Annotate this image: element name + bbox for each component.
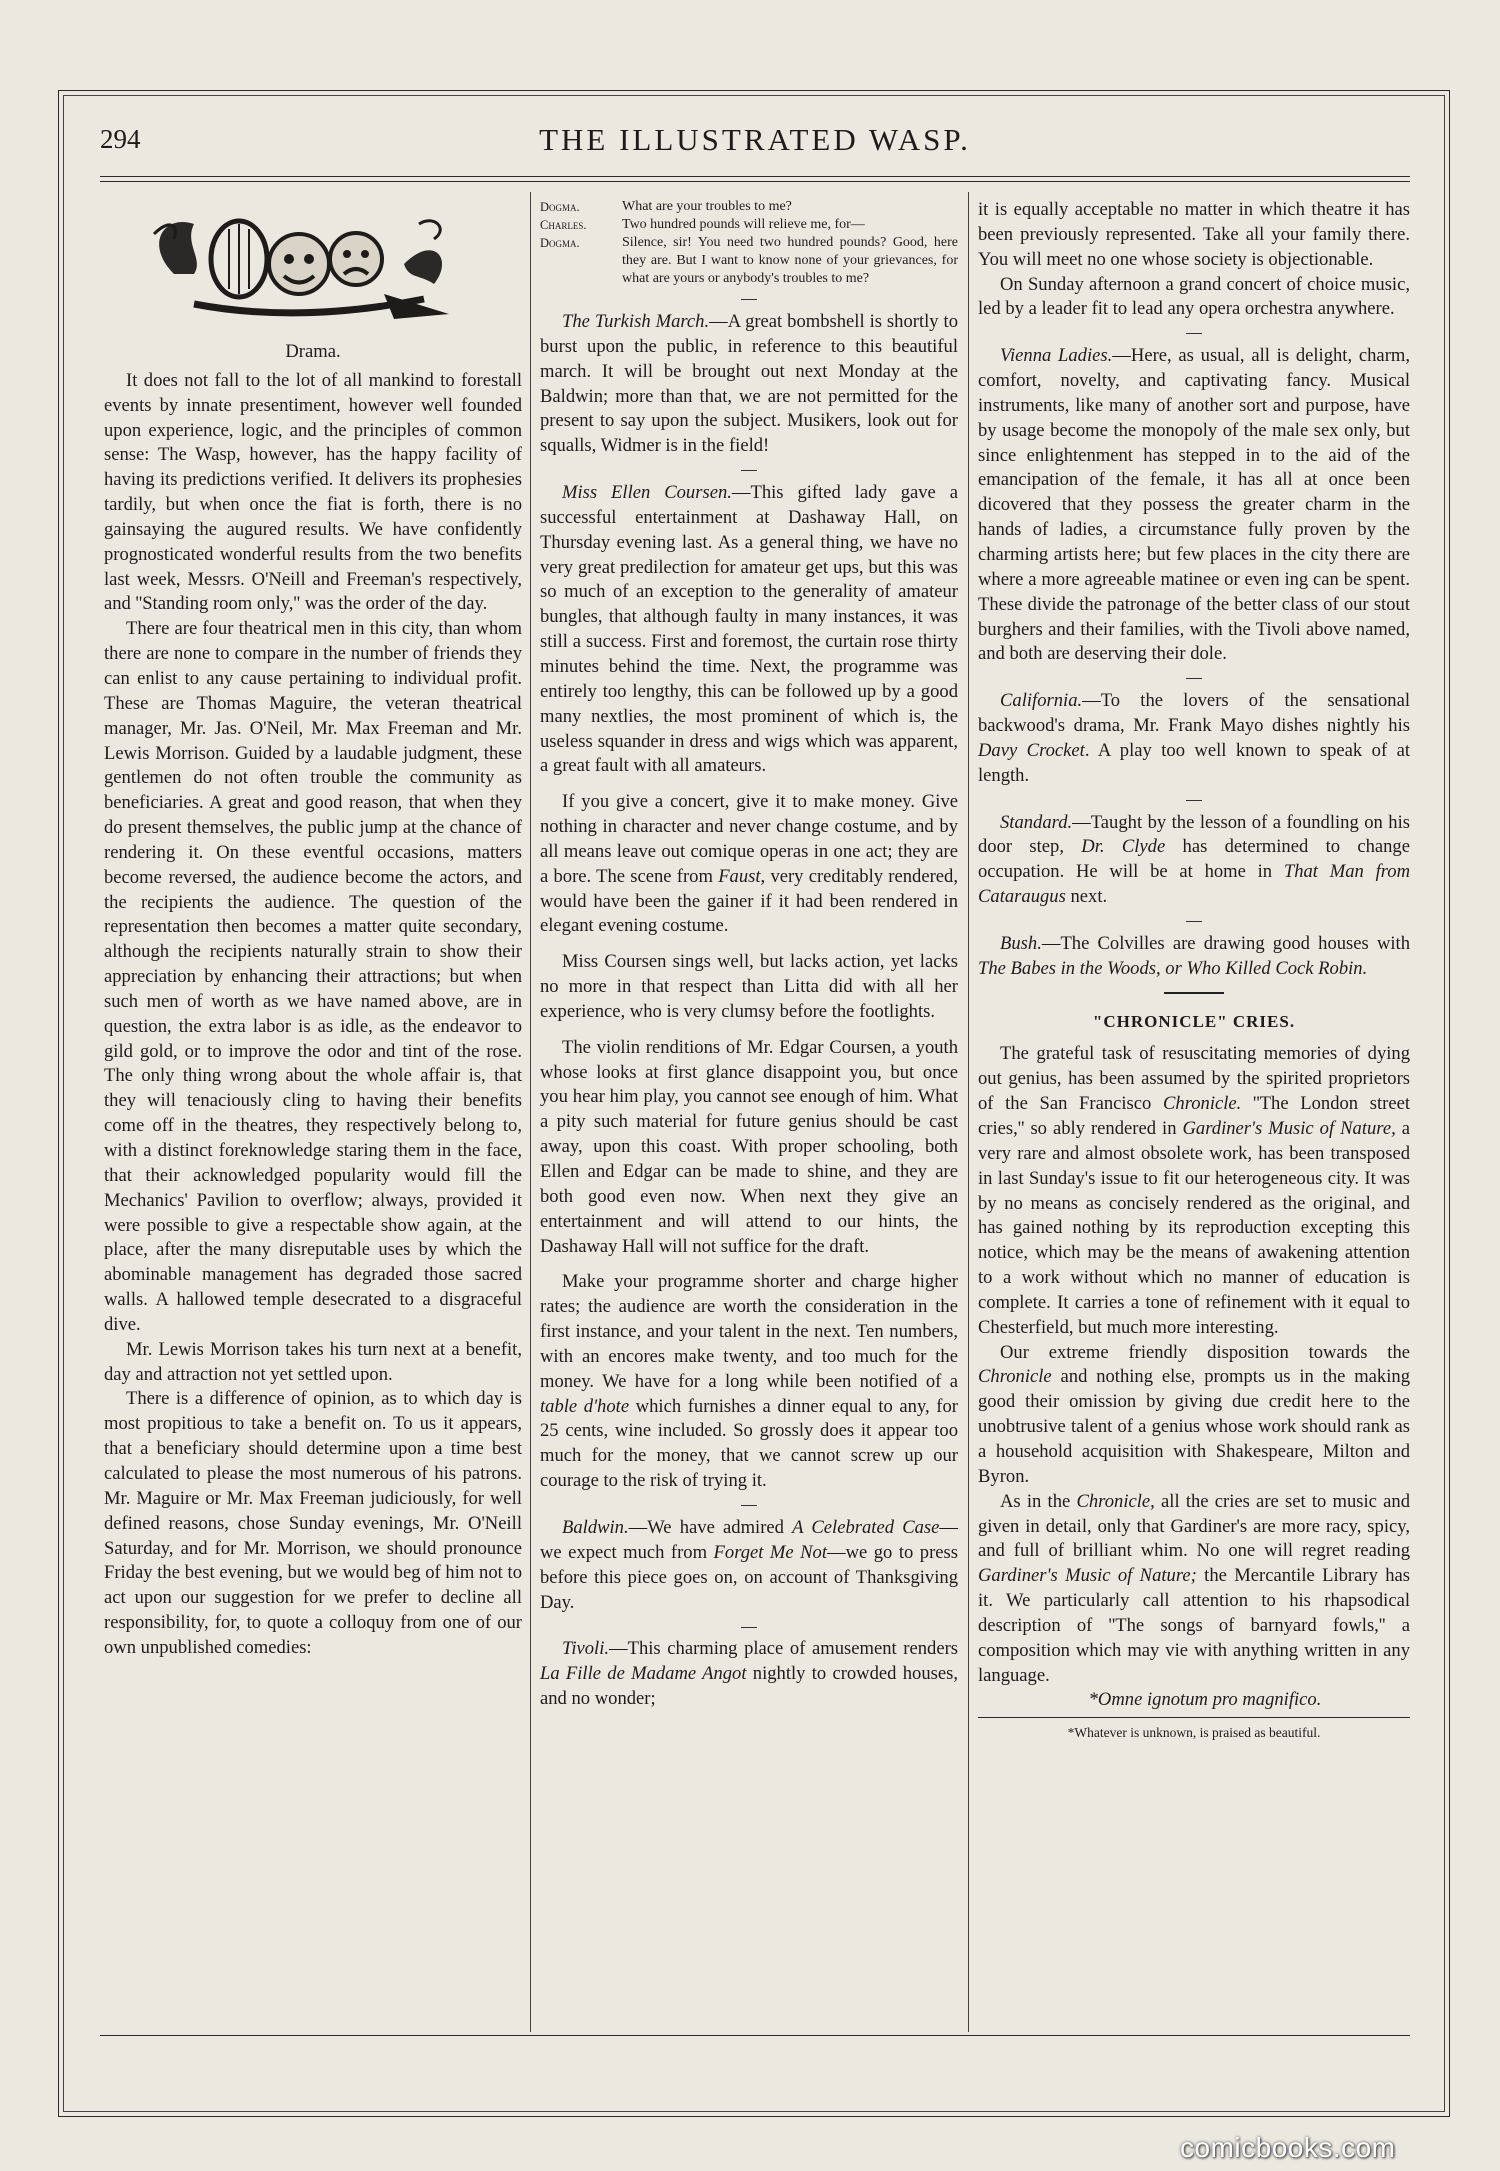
dialog-line bbox=[540, 216, 958, 234]
item-title: California. bbox=[1000, 690, 1083, 712]
footer-rule bbox=[100, 2035, 1410, 2036]
bush-paragraph: Bush.—The Colvilles are drawing good houses with The Babes in the Woods, or Who Killed Cock Robin. bbox=[978, 932, 1410, 979]
dialog-speaker: Dogma. bbox=[540, 200, 580, 214]
dialog-block bbox=[540, 198, 958, 288]
chronicle-paragraph: Our extreme friendly disposition towards the Chronicle and nothing else, prompts us in the making good their omission by giving due credit here to the unobtrusive talent of a genius whose work should rank as a household acquisition with Shakespeare, Milton and Byron. bbox=[978, 1341, 1410, 1487]
baldwin-paragraph: Baldwin.—We have admired A Celebrated Case—we expect much from Forget Me Not—we go to press before this piece goes on, on account of Thanksgiving Day. bbox=[540, 1516, 958, 1613]
item-title: Baldwin. bbox=[562, 1516, 629, 1538]
separator-dash bbox=[978, 322, 1410, 344]
header-rule-2 bbox=[100, 181, 1410, 182]
header-rule bbox=[100, 176, 1410, 177]
turkish-march-paragraph: The Turkish March.—A great bombshell is shortly to burst upon the public, in reference to this beautiful march. It will be brought out next Monday at the Baldwin; more than that, we are not permitted for the present to say upon the subject. Musikers, look out for squalls, Widmer is in the field! bbox=[540, 311, 958, 457]
vienna-paragraph: Vienna Ladies.—Here, as usual, all is delight, charm, comfort, novelty, and captivating fancy. Musical instruments, like many of another sort and purpose, have by usage become the monopoly of the male sex only, but since enlightenment has stepped in to the aid of the emancipation of the female, it has all at once been dicovered that they possess the greater charm in the hands of ladies, a circumstance fully proven by the charming artists here; but few places in the city there are where a more agreeable matinee or even ing can be spent. These divide the patronage of the better class of our stout burghers and their families, with the Tivoli above named, and both are deserving their dole. bbox=[978, 345, 1410, 665]
dialog-line bbox=[540, 198, 958, 216]
item-title: The Turkish March. bbox=[562, 311, 710, 332]
item-title: Tivoli. bbox=[562, 1638, 610, 1660]
drama-paragraph: There is a difference of opinion, as to which day is most propitious to take a benefit on. To us it appears, that a beneficiary should determine upon a time best calculated to please the most numerous of his patrons. Mr. Maguire or Mr. Max Freeman judiciously, for well defined reasons, chose Sunday evenings, Mr. O'Neill Saturday, and for Mr. Morrison, we should pronounce Friday the best evening, but we would beg of him not to act upon our suggestion for we prefer to decline all responsibility, for, to quote a colloquy from one of our own unpublished comedies: bbox=[104, 1388, 522, 1658]
drama-ornament bbox=[104, 198, 522, 338]
dialog-text: Silence, sir! You need two hundred pounds? Good, here they are. But I want to know none of your grievances, for what are yours or anybody's troubles to me? bbox=[622, 235, 958, 286]
masthead: THE ILLUSTRATED WASP. bbox=[539, 122, 971, 157]
drama-paragraph: It does not fall to the lot of all mankind to forestall events by innate presentiment, however well founded upon experience, logic, and the principles of common sense: The Wasp, however, has the happy facility of having its predictions verified. It delivers its prophesies tardily, but when once the fiat is forth, there is no gainsaying the augured results. We have confidently prognosticated wonderful results from the two benefits last week, Messrs. O'Neill and Freeman's respectively, and ''Standing room only,'' was the order of the day. bbox=[104, 369, 522, 615]
sunday-concert-paragraph: On Sunday afternoon a grand concert of choice music, led by a leader fit to lead any opera orchestra anywhere. bbox=[978, 273, 1410, 320]
column-2 bbox=[540, 198, 958, 1712]
violin-paragraph: The violin renditions of Mr. Edgar Coursen, a youth whose looks at first glance disappoint you, but once you hear him play, you cannot see enough of him. What a pity such material for future genius should be cast away, upon this coast. With proper schooling, both Ellen and Edgar can be made to shine, and they are both good even now. When next they give an entertainment and will attend to our hints, the Dashaway Hall will not suffice for the draft. bbox=[540, 1036, 958, 1257]
ornamental-divider bbox=[978, 982, 1410, 1004]
dialog-text: What are your troubles to me? bbox=[622, 199, 792, 214]
dialog-speaker: Dogma. bbox=[540, 236, 580, 250]
concert-paragraph: If you give a concert, give it to make money. Give nothing in character and never change costume, and by all means leave out comique operas in one act; they are a bore. The scene from Faust, very creditably rendered, would have been the gainer if it had been rendered in elegant evening costume. bbox=[540, 791, 958, 937]
column-1 bbox=[104, 198, 522, 1661]
drama-paragraph: Mr. Lewis Morrison takes his turn next at a benefit, day and attraction not yet settled upon. bbox=[104, 1338, 522, 1385]
column-divider bbox=[968, 192, 969, 2032]
tivoli-paragraph: Tivoli.—This charming place of amusement renders La Fille de Madame Angot nightly to crowded houses, and no wonder; bbox=[540, 1638, 958, 1710]
item-title: Bush. bbox=[1000, 932, 1042, 954]
separator-dash bbox=[978, 789, 1410, 811]
separator-dash bbox=[540, 1494, 958, 1516]
watermark: comicbooks.com bbox=[1180, 2132, 1396, 2163]
separator-dash bbox=[978, 910, 1410, 932]
chronicle-paragraph: As in the Chronicle, all the cries are set to music and given in detail, only that Gardiner's are more racy, spicy, and full of brilliant whim. No one will regret reading Gardiner's Music of Nature; the Mercantile Library has it. We particularly call attention to his rhapsodical description of ''The songs of barnyard fowls,'' a composition which may vie with anything written in any language. bbox=[978, 1490, 1410, 1686]
item-title: Miss Ellen Coursen. bbox=[562, 482, 732, 504]
page-number: 294 bbox=[100, 124, 141, 154]
chronicle-cries-heading: "CHRONICLE" CRIES. bbox=[1092, 1011, 1296, 1031]
item-title: Vienna Ladies. bbox=[1000, 345, 1113, 367]
column-3 bbox=[978, 198, 1410, 1742]
section-title-drama: Drama. bbox=[285, 341, 341, 362]
dialog-speaker: Charles. bbox=[540, 218, 587, 232]
california-paragraph: California.—To the lovers of the sensational backwood's drama, Mr. Frank Mayo dishes nightly his Davy Crocket. A play too well known to speak of at length. bbox=[978, 690, 1410, 786]
footnote: *Whatever is unknown, is praised as beautiful. bbox=[1067, 1725, 1321, 1741]
separator-dash bbox=[540, 1615, 958, 1637]
coursen-sings-paragraph: Miss Coursen sings well, but lacks action, yet lacks no more in that respect than Litta did with all her experience, who is very clumsy before the footlights. bbox=[540, 951, 958, 1022]
separator-dash bbox=[540, 288, 958, 310]
dialog-text: Two hundred pounds will relieve me, for— bbox=[622, 217, 865, 232]
tivoli-continued: it is equally acceptable no matter in which theatre it has been previously represented. Take all your family there. You will meet no one whose society is objectionable. bbox=[978, 199, 1410, 270]
standard-paragraph: Standard.—Taught by the lesson of a foundling on his door step, Dr. Clyde has determined to change occupation. He will be at home in That Man from Cataraugus next. bbox=[978, 811, 1411, 908]
latin-motto: *Omne ignotum pro magnifico. bbox=[1088, 1689, 1322, 1711]
coursen-paragraph: Miss Ellen Coursen.—This gifted lady gave a successful entertainment at Dashaway Hall, on Thursday evening last. As a general thing, we have no very great predilection for amateur get ups, but this was so much of an exception to the generality of amateur bungles, that although faulty in many instances, it was still a success. First and foremost, the curtain rose thirty minutes behind the time. Next, the programme was entirely too lengthy, this can be followed up by a good many nextlies, the most prominent of which is, the useless squander in dress and wigs which was apparent, a great fault with all amateurs. bbox=[540, 482, 958, 777]
column-divider bbox=[530, 192, 531, 2032]
separator-dash bbox=[978, 667, 1410, 689]
programme-paragraph: Make your programme shorter and charge higher rates; the audience are worth the consideration in the first instance, and your talent in the next. Ten numbers, with an encores make twenty, and too much for the money. We have for a long while been notified of a table d'hote which furnishes a dinner equal to any, for 25 cents, wine included. So grossly does it appear too much for the money, that we cannot screw up our courage to the risk of trying it. bbox=[540, 1271, 958, 1492]
item-title: Standard. bbox=[1000, 811, 1073, 833]
dialog-line bbox=[540, 234, 958, 288]
page-header bbox=[100, 118, 1410, 168]
theatre-masks-lyre-icon bbox=[134, 204, 464, 334]
drama-paragraph: There are four theatrical men in this city, than whom there are none to compare in the number of friends they can enlist to any cause pertaining to individual profit. These are Thomas Maguire, the veteran theatrical manager, Mr. Jas. O'Neil, Mr. Max Freeman and Mr. Lewis Morrison. Guided by a laudable judgment, these gentlemen do not often trouble the community as beneficiaries. A great and good reason, that when they do present themselves, the public jump at the chance of rendering it. On these eventful occasions, matters become reversed, the audience become the actors, and the recipients the audience. The question of the representation then becomes a matter quite secondary, although the recipients naturally strain to show their appreciation by enhancing their attractions; but when such men of worth as we have named above, are in question, the extra labor is as idle, as the endeavor to gild gold, or to improve the odor and tint of the rose. The only thing wrong about the whole affair is, that they will tenaciously cling to having their benefits come off in the theatres, they respectively belong to, with a distinct foreknowledge staring them in the face, that their acknowledged popularity would fill the Mechanics' Pavilion to overflow; always, provided it were possible to give a respectable show again, at the place, after the many disreputable uses by which the abominable management has degraded those sacred walls. A hallowed temple desecrated to a disgraceful dive. bbox=[104, 618, 522, 1335]
separator-dash bbox=[540, 459, 958, 481]
chronicle-paragraph: The grateful task of resuscitating memories of dying out genius, has been assumed by the spirited proprietors of the San Francisco Chronicle. ''The London street cries,'' so ably rendered in Gardiner's Music of Nature, a very rare and almost obsolete work, has been transposed in last Sunday's issue to fit our heterogeneous city. It was by no means as concisely rendered as the original, and has gained nothing by its reproduction excepting this notice, which may be the means of awakening attention to a work without which no manner of education is complete. It carries a tone of refinement with it equal to Chesterfield, but much more interesting. bbox=[978, 1043, 1411, 1338]
footnote-rule bbox=[978, 1717, 1410, 1718]
